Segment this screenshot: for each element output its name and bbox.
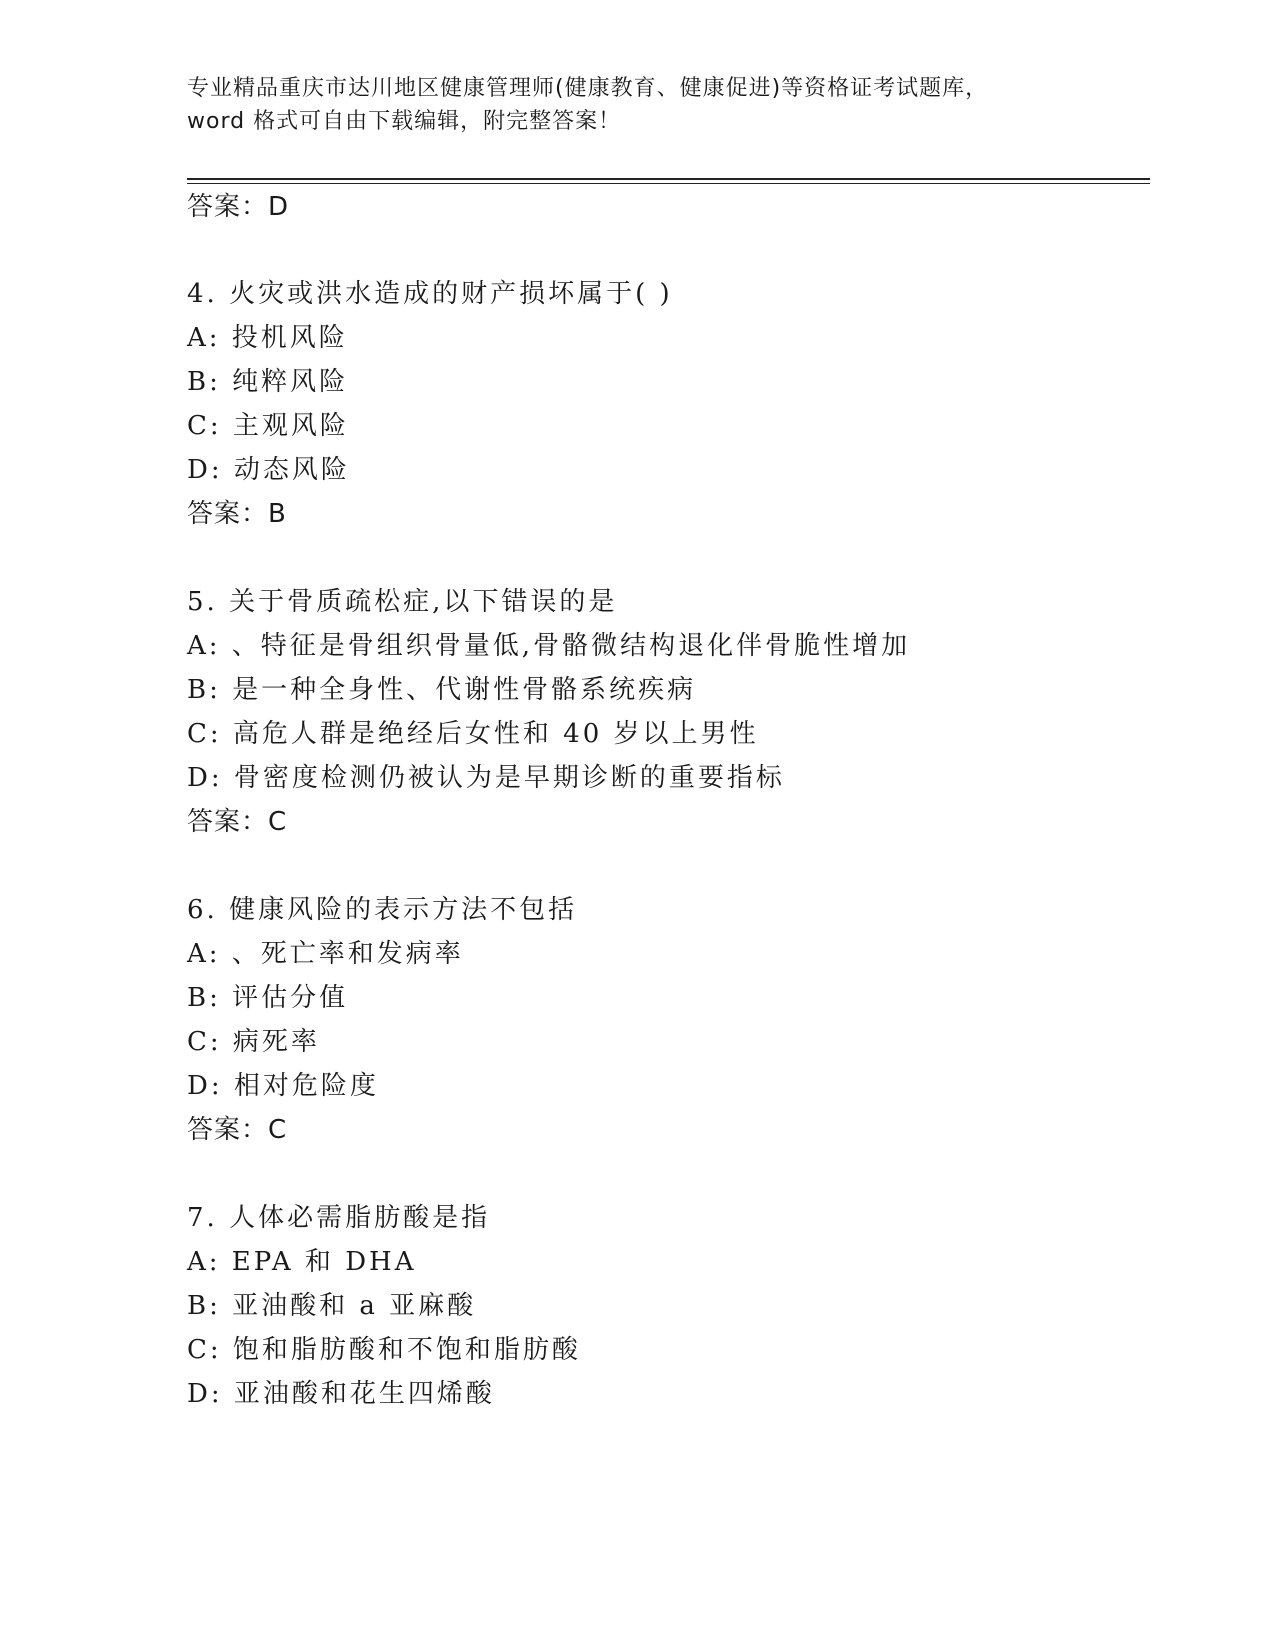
question-6-stem: 6. 健康风险的表示方法不包括 xyxy=(187,895,578,925)
question-4-option-b: B: 纯粹风险 xyxy=(187,367,349,397)
question-7-option-a: A: EPA 和 DHA xyxy=(187,1247,417,1277)
question-5-option-c: C: 高危人群是绝经后女性和 40 岁以上男性 xyxy=(187,719,759,749)
question-5-option-d: D: 骨密度检测仍被认为是早期诊断的重要指标 xyxy=(187,763,785,793)
page-header xyxy=(187,72,1067,138)
question-6-option-a: A: 、死亡率和发病率 xyxy=(187,939,464,969)
question-4-option-a: A: 投机风险 xyxy=(187,323,348,353)
answer-prev: 答案：D xyxy=(187,192,290,222)
question-4-stem: 4. 火灾或洪水造成的财产损坏属于( ) xyxy=(187,279,673,309)
question-5-option-a: A: 、特征是骨组织骨量低,骨骼微结构退化伴骨脆性增加 xyxy=(187,631,911,661)
header-rule-thick xyxy=(187,178,1150,180)
question-6-option-d: D: 相对危险度 xyxy=(187,1071,379,1101)
question-7-option-c: C: 饱和脂肪酸和不饱和脂肪酸 xyxy=(187,1335,581,1365)
header-line-1: 专业精品重庆市达川地区健康管理师(健康教育、健康促进)等资格证考试题库， xyxy=(187,76,989,101)
question-4-option-d: D: 动态风险 xyxy=(187,455,350,485)
question-5-option-b: B: 是一种全身性、代谢性骨骼系统疾病 xyxy=(187,675,697,705)
header-rule-thin xyxy=(187,183,1150,184)
question-6-option-b: B: 评估分值 xyxy=(187,983,349,1013)
header-line-2: word 格式可自由下载编辑，附完整答案！ xyxy=(187,109,622,134)
question-7-stem: 7. 人体必需脂肪酸是指 xyxy=(187,1203,491,1233)
question-4-answer: 答案：B xyxy=(187,499,287,529)
question-4-option-c: C: 主观风险 xyxy=(187,411,349,441)
question-6-option-c: C: 病死率 xyxy=(187,1027,320,1057)
question-5-stem: 5. 关于骨质疏松症,以下错误的是 xyxy=(187,587,618,617)
question-5-answer: 答案：C xyxy=(187,807,288,837)
question-7-option-b: B: 亚油酸和 a 亚麻酸 xyxy=(187,1291,477,1321)
question-6-answer: 答案：C xyxy=(187,1115,288,1145)
question-7-option-d: D: 亚油酸和花生四烯酸 xyxy=(187,1379,495,1409)
